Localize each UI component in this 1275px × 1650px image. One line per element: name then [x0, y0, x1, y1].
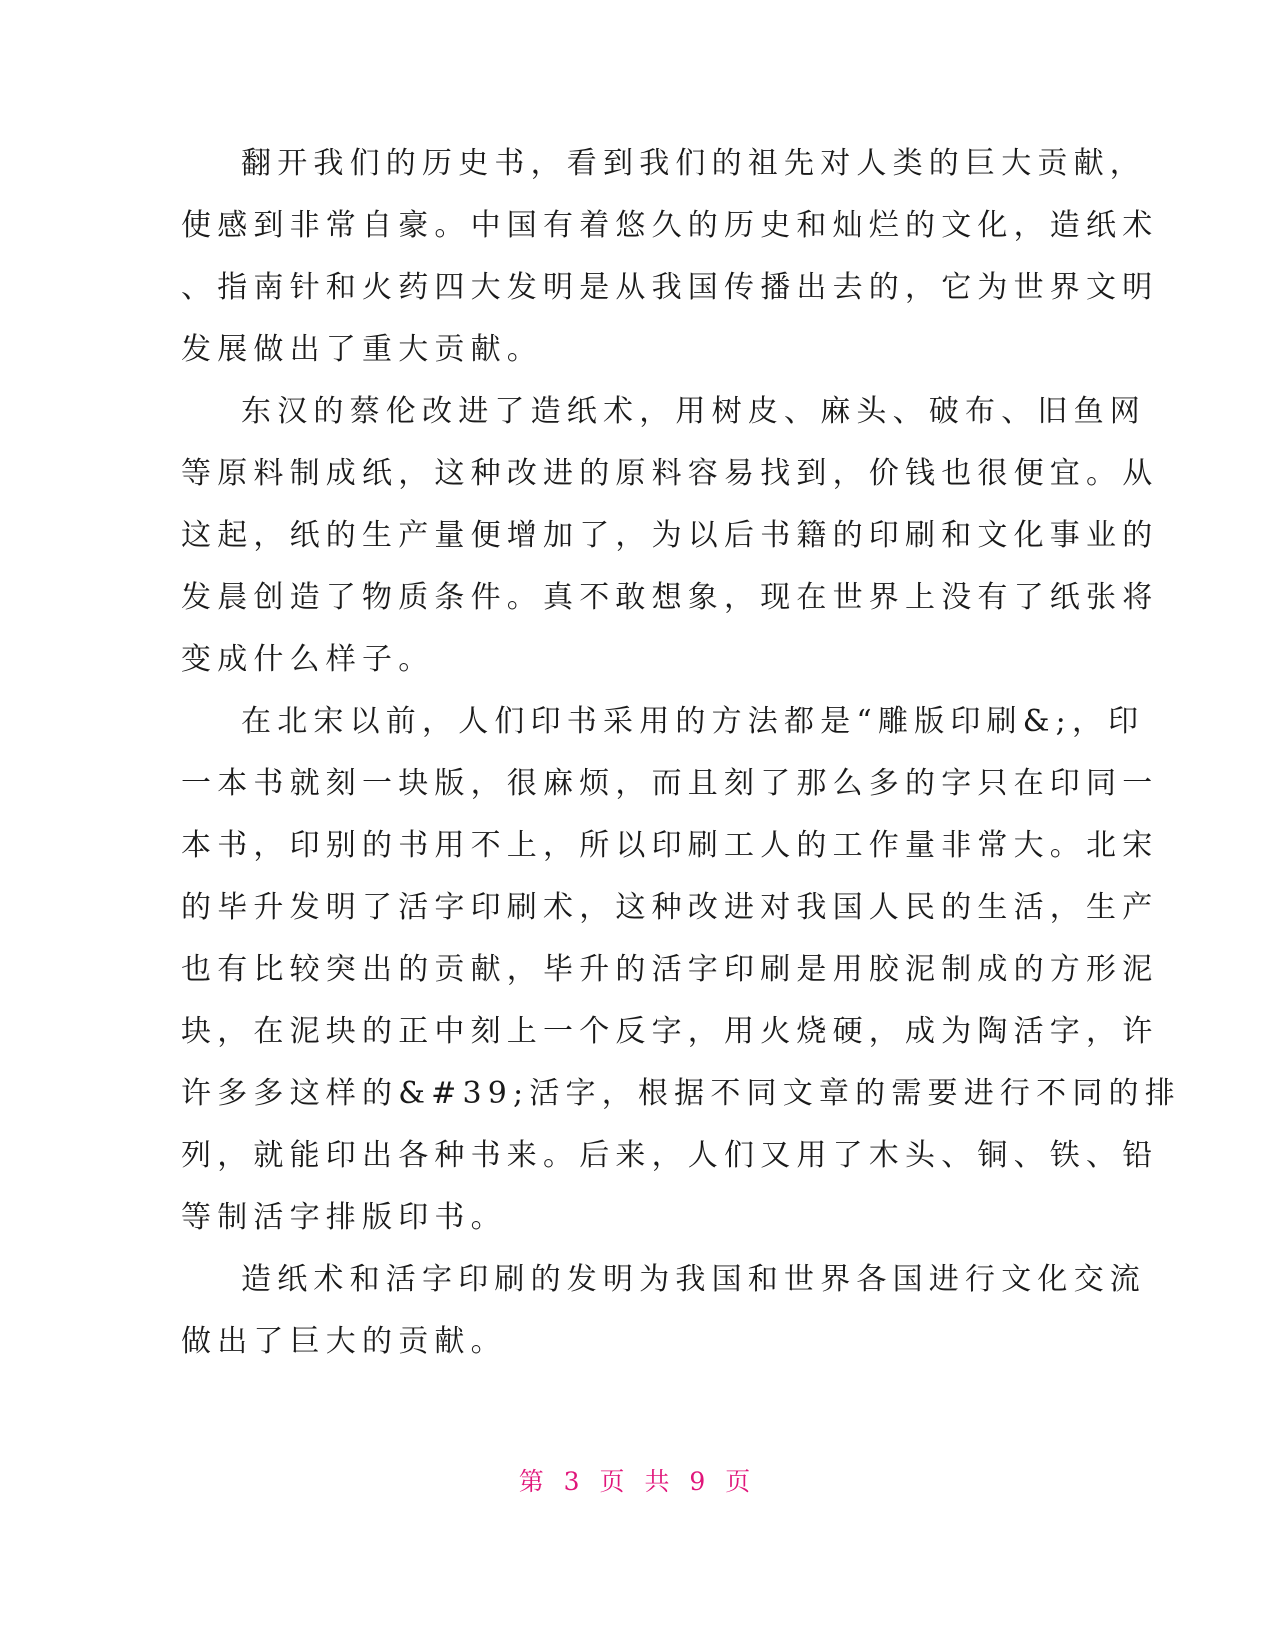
document-body — [181, 133, 1181, 1373]
paragraph-line: 变成什么样子。 — [181, 642, 435, 677]
paragraph-line: 造纸术和活字印刷的发明为我国和世界各国进行文化交流 — [241, 1262, 1146, 1297]
paragraph-line: 列，就能印出各种书来。后来，人们又用了木头、铜、铁、铅 — [181, 1138, 1159, 1173]
paragraph-line: 翻开我们的历史书，看到我们的祖先对人类的巨大贡献， — [241, 146, 1146, 181]
paragraph-line: 的毕升发明了活字印刷术，这种改进对我国人民的生活，生产 — [181, 890, 1159, 925]
paragraph-line: 等原料制成纸，这种改进的原料容易找到，价钱也很便宜。从 — [181, 456, 1159, 491]
paragraph-line: 做出了巨大的贡献。 — [181, 1324, 507, 1359]
paragraph-line: 本书，印别的书用不上，所以印刷工人的工作量非常大。北宋 — [181, 828, 1159, 863]
paragraph-1 — [181, 133, 1159, 381]
paragraph-line: 、指南针和火药四大发明是从我国传播出去的，它为世界文明 — [181, 270, 1159, 305]
paragraph-line: 许多多这样的&#39;活字，根据不同文章的需要进行不同的排 — [181, 1076, 1181, 1111]
paragraph-line: 使感到非常自豪。中国有着悠久的历史和灿烂的文化，造纸术 — [181, 208, 1159, 243]
paragraph-line: 一本书就刻一块版，很麻烦，而且刻了那么多的字只在印同一 — [181, 766, 1159, 801]
paragraph-line: 发晨创造了物质条件。真不敢想象，现在世界上没有了纸张将 — [181, 580, 1159, 615]
paragraph-line: 发展做出了重大贡献。 — [181, 332, 543, 367]
paragraph-4 — [181, 1249, 1146, 1373]
paragraph-3 — [181, 691, 1181, 1249]
paragraph-line: 块，在泥块的正中刻上一个反字，用火烧硬，成为陶活字，许 — [181, 1014, 1159, 1049]
paragraph-line: 在北宋以前，人们印书采用的方法都是“雕版印刷&;，印 — [241, 704, 1145, 739]
paragraph-line: 也有比较突出的贡献，毕升的活字印刷是用胶泥制成的方形泥 — [181, 952, 1159, 987]
page-number-footer: 第 3 页 共 9 页 — [518, 1467, 757, 1496]
paragraph-line: 东汉的蔡伦改进了造纸术，用树皮、麻头、破布、旧鱼网 — [241, 394, 1146, 429]
paragraph-line: 这起，纸的生产量便增加了，为以后书籍的印刷和文化事业的 — [181, 518, 1159, 553]
paragraph-line: 等制活字排版印书。 — [181, 1200, 507, 1235]
paragraph-2 — [181, 381, 1159, 691]
